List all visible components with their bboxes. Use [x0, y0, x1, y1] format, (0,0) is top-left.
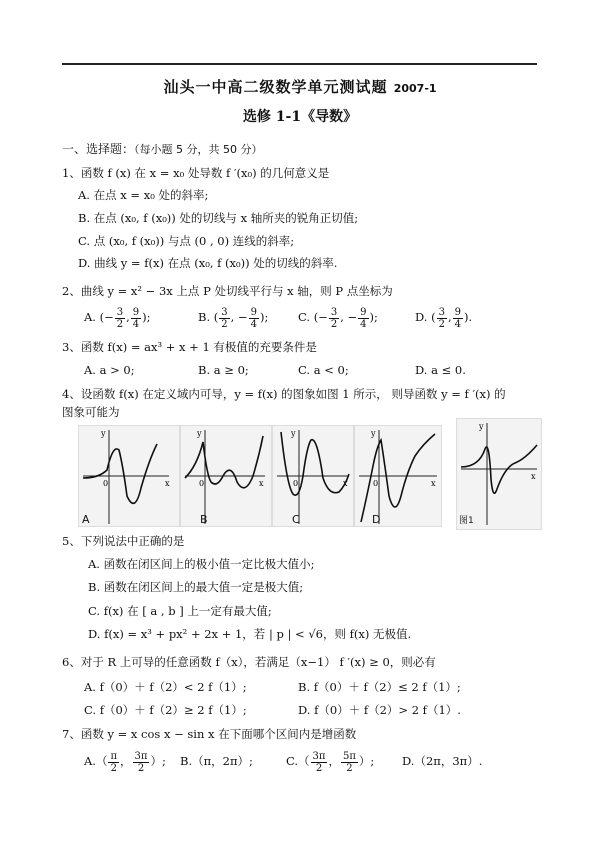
- svg-text:x: x: [165, 479, 170, 488]
- graph-a-svg: [79, 426, 179, 526]
- q7-option-a[interactable]: [84, 745, 166, 777]
- q3-option-a[interactable]: A. a > 0;: [84, 363, 135, 377]
- svg-text:x: x: [431, 479, 436, 488]
- q6-option-c[interactable]: C. f（0）＋ f（2）≥ 2 f（1）;: [84, 703, 247, 717]
- svg-text:y: y: [101, 429, 106, 438]
- q2-c-sep: , −: [340, 310, 358, 324]
- q2-a-frac1: $\frac{3}{2}$: [116, 306, 124, 330]
- svg-text:y: y: [479, 422, 484, 431]
- q2-option-c[interactable]: [298, 302, 378, 332]
- q7-c-frac1: $\frac{3\pi}{2}$: [312, 750, 326, 774]
- q7-stem: 7、函数 y = x cos x − sin x 在下面哪个区间内是增函数: [62, 727, 357, 741]
- q7-a-pre: A.（: [84, 754, 108, 768]
- page-title: [0, 76, 600, 97]
- q2-d-end: ).: [464, 310, 473, 324]
- q1-option-d[interactable]: D. 曲线 y = f(x) 在点 (x₀, f (x₀)) 处的切线的斜率.: [78, 256, 338, 270]
- graph-a[interactable]: [78, 425, 180, 527]
- q7-c-pre: C.（: [286, 754, 310, 768]
- title-text: 汕头一中高二级数学单元测试题: [163, 78, 388, 96]
- q2-c-frac1: $\frac{3}{2}$: [330, 306, 338, 330]
- section-label: 一、选择题：: [62, 142, 135, 156]
- graph-c-label: C: [292, 513, 300, 526]
- graph-c-svg: [273, 426, 353, 526]
- section-heading: [62, 141, 263, 158]
- figure-1-caption: 图1: [459, 516, 474, 526]
- q6-option-b[interactable]: B. f（0）＋ f（2）≤ 2 f（1）;: [298, 680, 461, 694]
- q2-a-pre: A. (−: [84, 310, 114, 324]
- q2-option-a[interactable]: [84, 302, 151, 332]
- q2-d-sep: ,: [447, 310, 452, 324]
- q3-option-c[interactable]: C. a < 0;: [298, 363, 349, 377]
- q3-option-b[interactable]: B. a ≥ 0;: [198, 363, 249, 377]
- graph-d-svg: [355, 426, 441, 526]
- q7-c-sep: ，: [328, 754, 340, 768]
- q2-b-sep: , −: [230, 310, 248, 324]
- q2-c-frac2: $\frac{9}{4}$: [360, 306, 367, 330]
- q5-option-d[interactable]: D. f(x) = x³ + px² + 2x + 1，若 | p | < √6，则 f(x) 无极值.: [88, 627, 412, 641]
- graph-d[interactable]: [354, 425, 442, 527]
- q6-option-d[interactable]: D. f（0）＋ f（2）> 2 f（1）.: [298, 703, 461, 717]
- q7-option-d[interactable]: D.（2π，3π）.: [402, 754, 483, 768]
- q6-stem: 6、对于 R 上可导的任意函数 f（x），若满足（x−1） f ′(x) ≥ 0，则必有: [62, 655, 436, 669]
- q7-a-frac2: $\frac{3\pi}{2}$: [134, 750, 148, 774]
- q2-d-frac1: $\frac{3}{2}$: [438, 306, 445, 330]
- graph-d-label: D: [372, 513, 381, 526]
- q2-a-sep: ,: [126, 310, 130, 324]
- svg-text:y: y: [291, 429, 296, 438]
- q5-option-c[interactable]: C. f(x) 在 [ a , b ] 上一定有最大值;: [88, 604, 272, 618]
- q7-c-frac2: $\frac{5\pi}{2}$: [342, 750, 356, 774]
- figure-1: [456, 418, 542, 530]
- q2-b-pre: B. (: [198, 310, 219, 324]
- svg-text:y: y: [371, 429, 376, 438]
- q7-a-frac1: $\frac{\pi}{2}$: [110, 750, 118, 774]
- q2-option-d[interactable]: [415, 302, 472, 332]
- q7-option-c[interactable]: [286, 745, 374, 777]
- q2-b-frac1: $\frac{3}{2}$: [221, 306, 228, 330]
- q4-stem-line1: 4、设函数 f(x) 在定义域内可导，y = f(x) 的图象如图 1 所示， 则导函数 y = f ′(x) 的: [62, 387, 506, 401]
- q1-stem: 1、函数 f (x) 在 x = x₀ 处导数 f ′(x₀) 的几何意义是: [62, 166, 330, 180]
- svg-text:0: 0: [199, 479, 205, 488]
- q2-d-frac2: $\frac{9}{4}$: [454, 306, 462, 330]
- page-subtitle: 选修 1-1《导数》: [242, 109, 358, 125]
- q2-c-pre: C. (−: [298, 310, 328, 324]
- q2-stem: 2、曲线 y = x² − 3x 上点 P 处切线平行与 x 轴，则 P 点坐标为: [62, 284, 393, 298]
- q3-stem: 3、函数 f(x) = ax³ + x + 1 有极值的充要条件是: [62, 340, 317, 354]
- svg-text:y: y: [197, 429, 202, 438]
- q4-stem-line2: 图象可能为: [62, 405, 120, 419]
- q2-d-pre: D. (: [415, 310, 436, 324]
- svg-text:x: x: [531, 472, 536, 481]
- q7-option-b[interactable]: B.（π，2π）;: [180, 754, 253, 768]
- svg-text:0: 0: [373, 479, 379, 488]
- graph-c[interactable]: [272, 425, 354, 527]
- q1-option-b[interactable]: B. 在点 (x₀, f (x₀)) 处的切线与 x 轴所夹的锐角正切值;: [78, 211, 359, 225]
- top-rule: [62, 63, 537, 65]
- svg-text:x: x: [259, 479, 264, 488]
- q2-a-frac2: $\frac{9}{4}$: [132, 306, 140, 330]
- graph-b-svg: [181, 426, 271, 526]
- q3-option-d[interactable]: D. a ≤ 0.: [415, 363, 466, 377]
- q2-a-end: );: [142, 310, 151, 324]
- q1-option-c[interactable]: C. 点 (x₀, f (x₀)) 与点 (0 , 0) 连线的斜率;: [78, 234, 295, 248]
- title-year: 2007-1: [393, 82, 437, 95]
- q2-b-end: );: [259, 310, 269, 324]
- graph-b-label: B: [200, 513, 208, 526]
- graph-a-label: A: [82, 513, 90, 526]
- q7-c-end: ）;: [358, 754, 375, 768]
- q5-option-a[interactable]: A. 函数在闭区间上的极小值一定比极大值小;: [88, 557, 315, 571]
- graph-b[interactable]: [180, 425, 272, 527]
- q2-option-b[interactable]: [198, 302, 268, 332]
- svg-text:x: x: [343, 479, 348, 488]
- section-note: （每小题 5 分，共 50 分）: [134, 143, 263, 156]
- q2-b-frac2: $\frac{9}{4}$: [250, 306, 257, 330]
- q5-option-b[interactable]: B. 函数在闭区间上的最大值一定是极大值;: [88, 580, 304, 594]
- q7-a-sep: ，: [120, 754, 132, 768]
- svg-text:0: 0: [293, 479, 299, 488]
- svg-text:0: 0: [103, 479, 109, 488]
- q1-option-a[interactable]: A. 在点 x = x₀ 处的斜率;: [78, 188, 209, 202]
- q2-c-end: );: [369, 310, 378, 324]
- q6-option-a[interactable]: A. f（0）＋ f（2）< 2 f（1）;: [84, 680, 247, 694]
- q5-stem: 5、下列说法中正确的是: [62, 534, 185, 548]
- q7-a-end: ）;: [150, 754, 166, 768]
